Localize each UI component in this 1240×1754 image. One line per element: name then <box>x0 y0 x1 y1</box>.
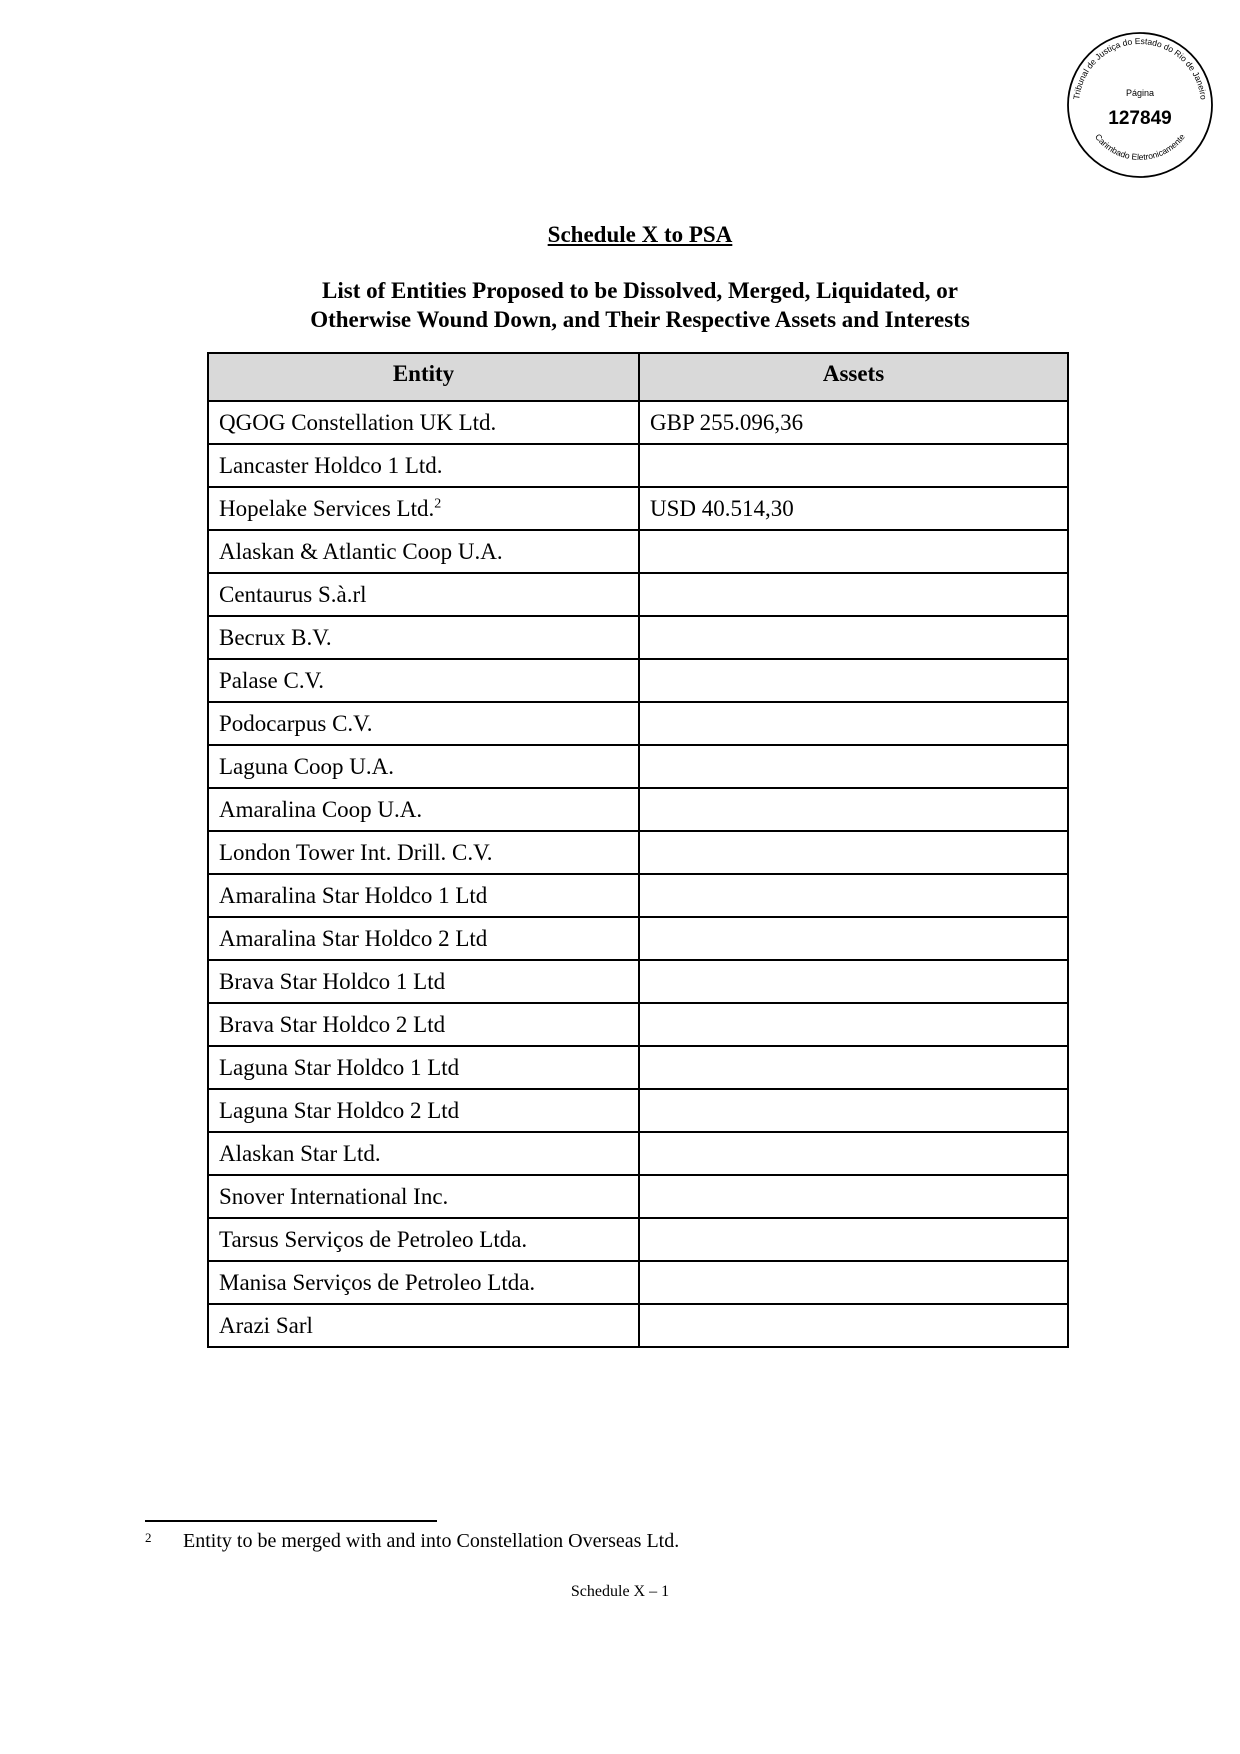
footnote-divider <box>145 1520 437 1522</box>
footnote-text: Entity to be merged with and into Constellation Overseas Ltd. <box>183 1530 680 1552</box>
entity-cell: Amaralina Star Holdco 1 Ltd <box>208 874 639 917</box>
table-row <box>208 745 1068 788</box>
entity-cell: London Tower Int. Drill. C.V. <box>208 831 639 874</box>
table-row <box>208 1175 1068 1218</box>
table-row <box>208 616 1068 659</box>
court-stamp <box>1065 30 1215 180</box>
table-row <box>208 917 1068 960</box>
assets-cell <box>639 960 1068 1003</box>
table-row <box>208 1003 1068 1046</box>
assets-cell <box>639 788 1068 831</box>
entity-cell: Alaskan Star Ltd. <box>208 1132 639 1175</box>
entities-table <box>207 352 1069 1348</box>
entity-cell: Snover International Inc. <box>208 1175 639 1218</box>
entity-cell: Lancaster Holdco 1 Ltd. <box>208 444 639 487</box>
assets-cell: GBP 255.096,36 <box>639 401 1068 444</box>
entity-cell: Laguna Star Holdco 2 Ltd <box>208 1089 639 1132</box>
entity-cell: Brava Star Holdco 2 Ltd <box>208 1003 639 1046</box>
assets-cell <box>639 874 1068 917</box>
column-header-assets: Assets <box>639 353 1068 401</box>
assets-cell <box>639 1175 1068 1218</box>
table-row <box>208 831 1068 874</box>
stamp-page-label: Página <box>1125 88 1155 98</box>
assets-cell <box>639 917 1068 960</box>
assets-cell <box>639 659 1068 702</box>
entity-cell: Amaralina Coop U.A. <box>208 788 639 831</box>
table-row <box>208 530 1068 573</box>
svg-text:Carimbado Eletronicamente <box>1093 132 1187 162</box>
table-row <box>208 487 1068 530</box>
subtitle-line-1: List of Entities Proposed to be Dissolved, Merged, Liquidated, or <box>322 278 958 303</box>
subtitle-line-2: Otherwise Wound Down, and Their Respective Assets and Interests <box>310 307 970 332</box>
stamp-arc-bottom-text: Carimbado Eletronicamente <box>1093 131 1187 162</box>
assets-cell <box>639 1046 1068 1089</box>
footnote <box>145 1530 679 1553</box>
assets-cell <box>639 745 1068 788</box>
entity-cell <box>208 487 639 530</box>
assets-cell <box>639 831 1068 874</box>
table-row <box>208 960 1068 1003</box>
entity-cell: Manisa Serviços de Petroleo Ltda. <box>208 1261 639 1304</box>
entity-cell: Laguna Star Holdco 1 Ltd <box>208 1046 639 1089</box>
entity-name: Hopelake Services Ltd. <box>219 496 435 521</box>
table-row <box>208 1132 1068 1175</box>
entity-cell: Alaskan & Atlantic Coop U.A. <box>208 530 639 573</box>
footnote-ref: 2 <box>434 496 442 512</box>
entity-cell: Centaurus S.à.rl <box>208 573 639 616</box>
document-title: Schedule X to PSA <box>547 222 733 247</box>
entity-cell: Tarsus Serviços de Petroleo Ltda. <box>208 1218 639 1261</box>
assets-cell <box>639 1132 1068 1175</box>
table-row <box>208 444 1068 487</box>
assets-cell <box>639 530 1068 573</box>
table-row <box>208 702 1068 745</box>
table-row <box>208 1218 1068 1261</box>
assets-cell <box>639 444 1068 487</box>
table-row <box>208 1304 1068 1347</box>
entity-cell: Laguna Coop U.A. <box>208 745 639 788</box>
column-header-entity: Entity <box>208 353 639 401</box>
assets-cell <box>639 1218 1068 1261</box>
footnote-number: 2 <box>145 1530 152 1545</box>
entity-cell: Podocarpus C.V. <box>208 702 639 745</box>
table-row <box>208 1046 1068 1089</box>
entity-cell: Amaralina Star Holdco 2 Ltd <box>208 917 639 960</box>
table-row <box>208 401 1068 444</box>
table-row <box>208 573 1068 616</box>
table-row <box>208 1261 1068 1304</box>
table-header-row <box>208 353 1068 401</box>
entity-cell: Palase C.V. <box>208 659 639 702</box>
assets-cell <box>639 1089 1068 1132</box>
entity-cell: Arazi Sarl <box>208 1304 639 1347</box>
assets-cell <box>639 1261 1068 1304</box>
assets-cell: USD 40.514,30 <box>639 487 1068 530</box>
assets-cell <box>639 573 1068 616</box>
stamp-arc-top-text: Tribunal de Justiça do Estado do Rio de Janeiro <box>1071 35 1209 101</box>
assets-cell <box>639 1003 1068 1046</box>
entity-cell: Brava Star Holdco 1 Ltd <box>208 960 639 1003</box>
table-row <box>208 659 1068 702</box>
assets-cell <box>639 702 1068 745</box>
stamp-page-number: 127849 <box>1108 108 1172 129</box>
table-row <box>208 1089 1068 1132</box>
page-footer: Schedule X – 1 <box>570 1583 670 1600</box>
assets-cell <box>639 616 1068 659</box>
table-row <box>208 788 1068 831</box>
entity-cell: QGOG Constellation UK Ltd. <box>208 401 639 444</box>
table-row <box>208 874 1068 917</box>
document-subtitle <box>0 276 1240 334</box>
entity-cell: Becrux B.V. <box>208 616 639 659</box>
assets-cell <box>639 1304 1068 1347</box>
